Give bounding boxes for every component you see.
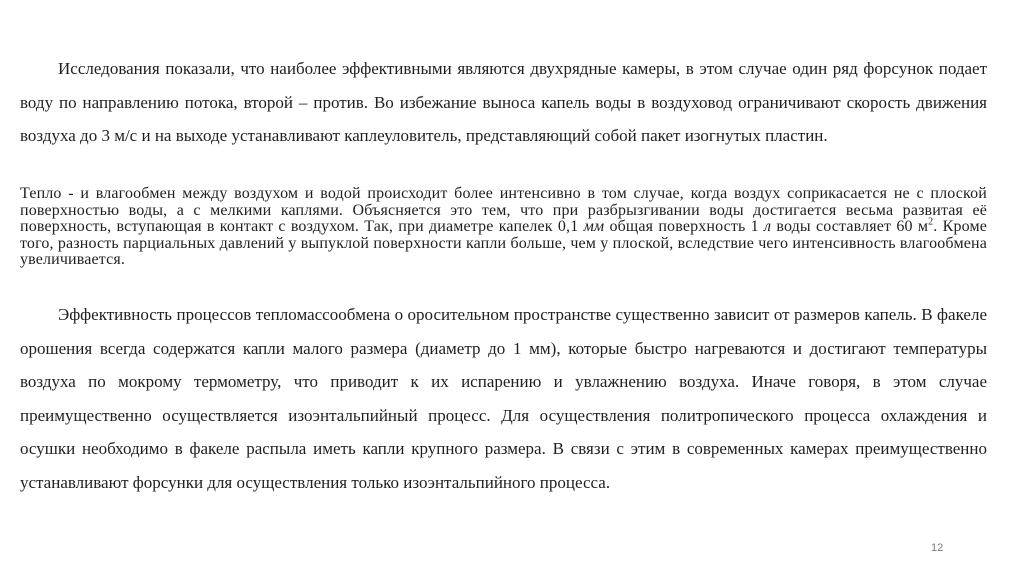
p2-text-2: общая поверхность 1 bbox=[604, 218, 765, 235]
paragraph-heat-moisture-exchange bbox=[20, 186, 987, 269]
p2-text-1: Тепло - и влагообмен между воздухом и водой происходит более интенсивно в том случае, когда воздух соприкасается не с плоской поверхностью воды, а с мелкими каплями. Объясняется это тем, что при разбрызгивании воды достигается весьма развитая её поверхность, вступающая в контакт с воздухом. Так, при диаметре капелек 0,1 bbox=[20, 185, 987, 235]
unit-liter: л bbox=[764, 218, 772, 235]
paragraph-spray-chambers: Исследования показали, что наиболее эффективными являются двухрядные камеры, в этом случае один ряд форсунок подает воду по направлению потока, второй – против. Во избежание выноса капель воды в воздуховод ограничивают скорость движения воздуха до 3 м/с и на выходе устанавливают каплеуловитель, представляющий собой пакет изогнутых пластин. bbox=[20, 59, 987, 145]
unit-mm: мм bbox=[583, 218, 605, 235]
paragraph-droplet-size-efficiency: Эффективность процессов тепломассообмена о оросительном пространстве существенно зависит от размеров капель. В факеле орошения всегда содержатся капли малого размера (диаметр до 1 мм), которые быстро нагреваются и достигают температуры воздуха по мокрому термометру, что приводит к их испарению и увлажнению воздуха. Иначе говоря, в этом случае преимущественно осуществляется изоэнтальпийный процесс. Для осуществления политропического процесса охлаждения и осушки необходимо в факеле распыла иметь капли крупного размера. В связи с этим в современных камерах преимущественно устанавливают форсунки для осуществления только изоэнтальпийного процесса. bbox=[20, 305, 987, 492]
p2-text-3: воды составляет 60 м bbox=[771, 218, 929, 235]
p2-text-4: . Кроме того, разность парциальных давлений у выпуклой поверхности капли больше, чем у плоской, вследствие чего интенсивность влагообмена увеличивается. bbox=[20, 218, 987, 268]
superscript-2: 2 bbox=[928, 216, 934, 228]
page-number: 12 bbox=[931, 542, 944, 554]
